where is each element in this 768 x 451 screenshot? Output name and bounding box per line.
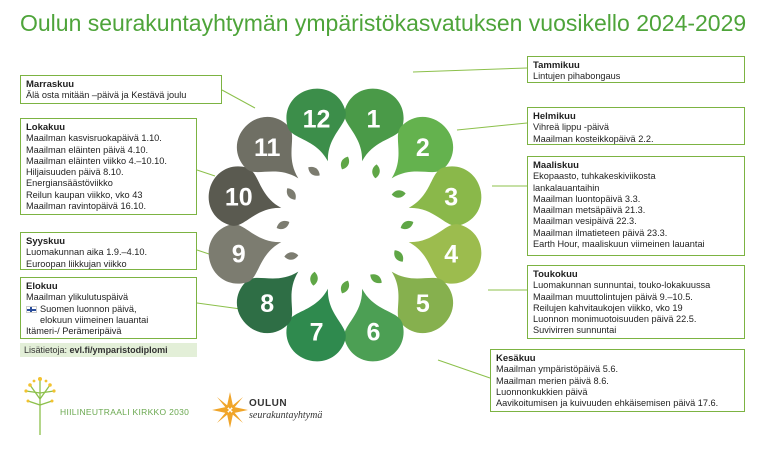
event-line: Maailman ympäristöpäivä 5.6. — [496, 364, 619, 375]
event-line: Maailman eläinten viikko 4.–10.10. — [26, 155, 167, 166]
tree-logo-icon — [22, 375, 192, 437]
event-line: Maailman luontopäivä 3.3. — [533, 193, 641, 204]
petal-number: 12 — [302, 105, 331, 134]
event-line: Hiljaisuuden päivä 8.10. — [26, 167, 124, 178]
sun-logo-icon — [210, 390, 250, 430]
petal-number: 2 — [415, 134, 430, 163]
box-syyskuu — [20, 232, 197, 270]
petal-number: 6 — [366, 318, 381, 347]
event-line: Itämeri-/ Perämeripäivä — [26, 326, 122, 337]
leaf-icon — [368, 272, 384, 286]
box-lokakuu — [20, 118, 197, 215]
leaf-icon — [399, 219, 415, 232]
leaf-icon — [392, 248, 406, 264]
event-line: Vihreä lippu -päivä — [533, 122, 609, 133]
event-line — [26, 304, 191, 315]
petal-number: 5 — [415, 289, 430, 318]
event-line: Lintujen pihabongaus — [533, 71, 621, 82]
event-line: Älä osta mitään –päivä ja Kestävä joulu — [26, 90, 187, 101]
event-line: Maailman vesipäivä 22.3. — [533, 216, 637, 227]
month-wheel — [195, 60, 495, 390]
leaf-icon — [284, 252, 299, 261]
event-line: Maailman ravintopäivä 16.10. — [26, 201, 147, 212]
hiilineutraali-logo-text: HIILINEUTRAALI KIRKKO 2030 — [60, 407, 190, 417]
info-label: Lisätietoja: — [24, 345, 68, 355]
month-title: Tammikuu — [533, 60, 580, 71]
event-line: Maailman muuttolintujen päivä 9.–10.5. — [533, 291, 693, 302]
event-line: Maailman metsäpäivä 21.3. — [533, 205, 646, 216]
event-line: Luonnonkukkien päivä — [496, 386, 588, 397]
month-title: Lokakuu — [26, 122, 66, 133]
month-title: Syyskuu — [26, 236, 66, 247]
event-line: Maailman ylikulutuspäivä — [26, 292, 129, 303]
leaf-icon — [284, 186, 298, 202]
event-line: elokuun viimeinen lauantai — [40, 314, 149, 325]
finnish-flag-icon — [26, 306, 37, 313]
petal-number: 10 — [224, 183, 253, 212]
event-line: Suvivirren sunnuntai — [533, 325, 617, 336]
info-link[interactable]: evl.fi/ymparistodiplomi — [69, 345, 168, 355]
petal-number: 4 — [444, 240, 459, 269]
petal-number: 11 — [253, 134, 281, 163]
event-line: Aavikoitumisen ja kuivuuden ehkäisemisen päivä 17.6. — [496, 398, 719, 409]
event-line: Luomakunnan aika 1.9.–4.10. — [26, 247, 148, 258]
event-line: Maailman kosteikkopäivä 2.2. — [533, 133, 654, 144]
box-kesakuu — [490, 349, 745, 412]
event-line: Maailman merien päivä 8.6. — [496, 375, 609, 386]
leaf-icon — [310, 271, 319, 286]
petal-number: 9 — [231, 240, 246, 269]
oulu-logo-subtitle: seurakuntayhtymä — [249, 410, 323, 421]
event-line: Maailman ilmatieteen päivä 23.3. — [533, 227, 668, 238]
event-line: Maailman eläinten päivä 4.10. — [26, 144, 149, 155]
event-text: Suomen luonnon päivä, — [40, 303, 137, 314]
page-title: Oulun seurakuntayhtymän ympäristökasvatuksen vuosikello 2024-2029 — [20, 10, 747, 36]
event-line: Ekopaasto, tuhkakeskiviikosta — [533, 171, 656, 182]
month-title: Maaliskuu — [533, 160, 579, 171]
event-line: Reilujen kahvitaukojen viikko, vko 19 — [533, 302, 683, 313]
box-helmikuu — [527, 107, 745, 145]
month-title: Helmikuu — [533, 111, 576, 122]
event-line: Earth Hour, maaliskuun viimeinen lauantai — [533, 239, 705, 250]
leaf-icon — [372, 164, 381, 179]
box-tammikuu — [527, 56, 745, 83]
month-title: Marraskuu — [26, 79, 75, 90]
event-line: Luonnon monimuotoisuuden päivä 22.5. — [533, 314, 697, 325]
petal-number: 3 — [444, 183, 459, 212]
info-bar — [20, 343, 197, 357]
petal-number: 1 — [366, 105, 381, 134]
event-line: Energiansäästöviikko — [26, 178, 113, 189]
month-title: Elokuu — [26, 281, 58, 292]
petal-number: 8 — [260, 289, 275, 318]
leaf-icon — [339, 155, 352, 171]
leaf-icon — [306, 164, 322, 178]
event-line: Maailman kasvisruokapäivä 1.10. — [26, 133, 162, 144]
month-title: Toukokuu — [533, 269, 578, 280]
event-line: Luomakunnan sunnuntai, touko-lokakuussa — [533, 280, 711, 291]
event-line: Reilun kaupan viikko, vko 43 — [26, 189, 143, 200]
month-title: Kesäkuu — [496, 353, 536, 364]
box-toukokuu — [527, 265, 745, 339]
box-elokuu — [20, 277, 197, 339]
oulu-logo-name: OULUN — [249, 398, 288, 409]
leaf-icon — [275, 219, 291, 232]
event-line: Euroopan liikkujan viikko — [26, 258, 127, 269]
petal-number: 7 — [309, 318, 324, 347]
event-line: lankalauantaihin — [533, 182, 600, 193]
leaf-icon — [339, 279, 352, 295]
box-maaliskuu — [527, 156, 745, 256]
box-marraskuu — [20, 75, 222, 104]
leaf-icon — [391, 190, 406, 199]
